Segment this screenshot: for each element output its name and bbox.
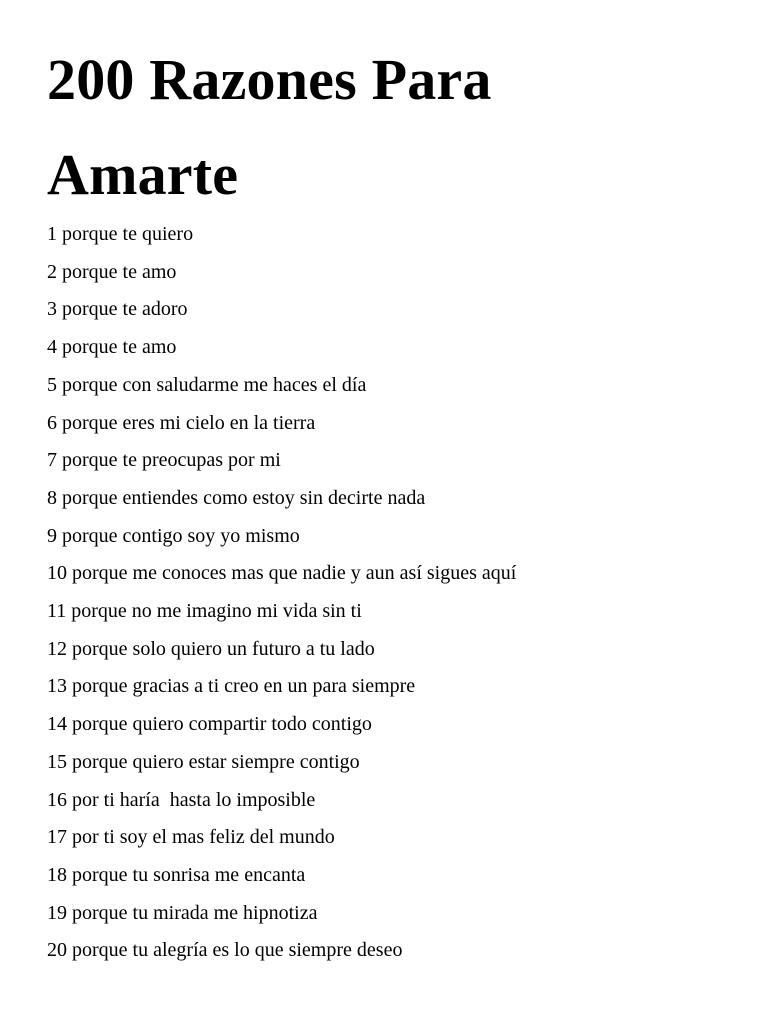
list-item: 2 porque te amo xyxy=(47,260,177,283)
list-item: 10 porque me conoces mas que nadie y aun así sigues aquí xyxy=(47,562,517,585)
document-title xyxy=(47,0,747,222)
list-item: 7 porque te preocupas por mi xyxy=(47,449,281,472)
list-item: 4 porque te amo xyxy=(47,336,177,359)
list-item: 19 porque tu mirada me hipnotiza xyxy=(47,901,318,924)
list-item: 1 porque te quiero xyxy=(47,223,194,245)
list-item: 13 porque gracias a ti creo en un para siempre xyxy=(47,675,416,698)
list-item: 15 porque quiero estar siempre contigo xyxy=(47,750,360,773)
reasons-list xyxy=(47,216,747,970)
title-line-1: 200 Razones Para xyxy=(47,47,492,112)
list-item: 3 porque te adoro xyxy=(47,298,188,321)
list-item: 6 porque eres mi cielo en la tierra xyxy=(47,411,316,434)
list-item: 18 porque tu sonrisa me encanta xyxy=(47,863,306,886)
list-item: 9 porque contigo soy yo mismo xyxy=(47,524,300,547)
list-item: 12 porque solo quiero un futuro a tu lado xyxy=(47,637,375,660)
list-item: 17 por ti soy el mas feliz del mundo xyxy=(47,826,335,849)
title-line-2: Amarte xyxy=(47,142,239,207)
list-item: 16 por ti haría hasta lo imposible xyxy=(47,788,316,811)
list-item: 14 porque quiero compartir todo contigo xyxy=(47,713,372,736)
list-item: 8 porque entiendes como estoy sin decirte nada xyxy=(47,486,426,509)
list-item: 20 porque tu alegría es lo que siempre deseo xyxy=(47,939,403,962)
document-page xyxy=(47,0,747,970)
list-item: 5 porque con saludarme me haces el día xyxy=(47,373,367,396)
list-item: 11 porque no me imagino mi vida sin ti xyxy=(47,600,362,623)
